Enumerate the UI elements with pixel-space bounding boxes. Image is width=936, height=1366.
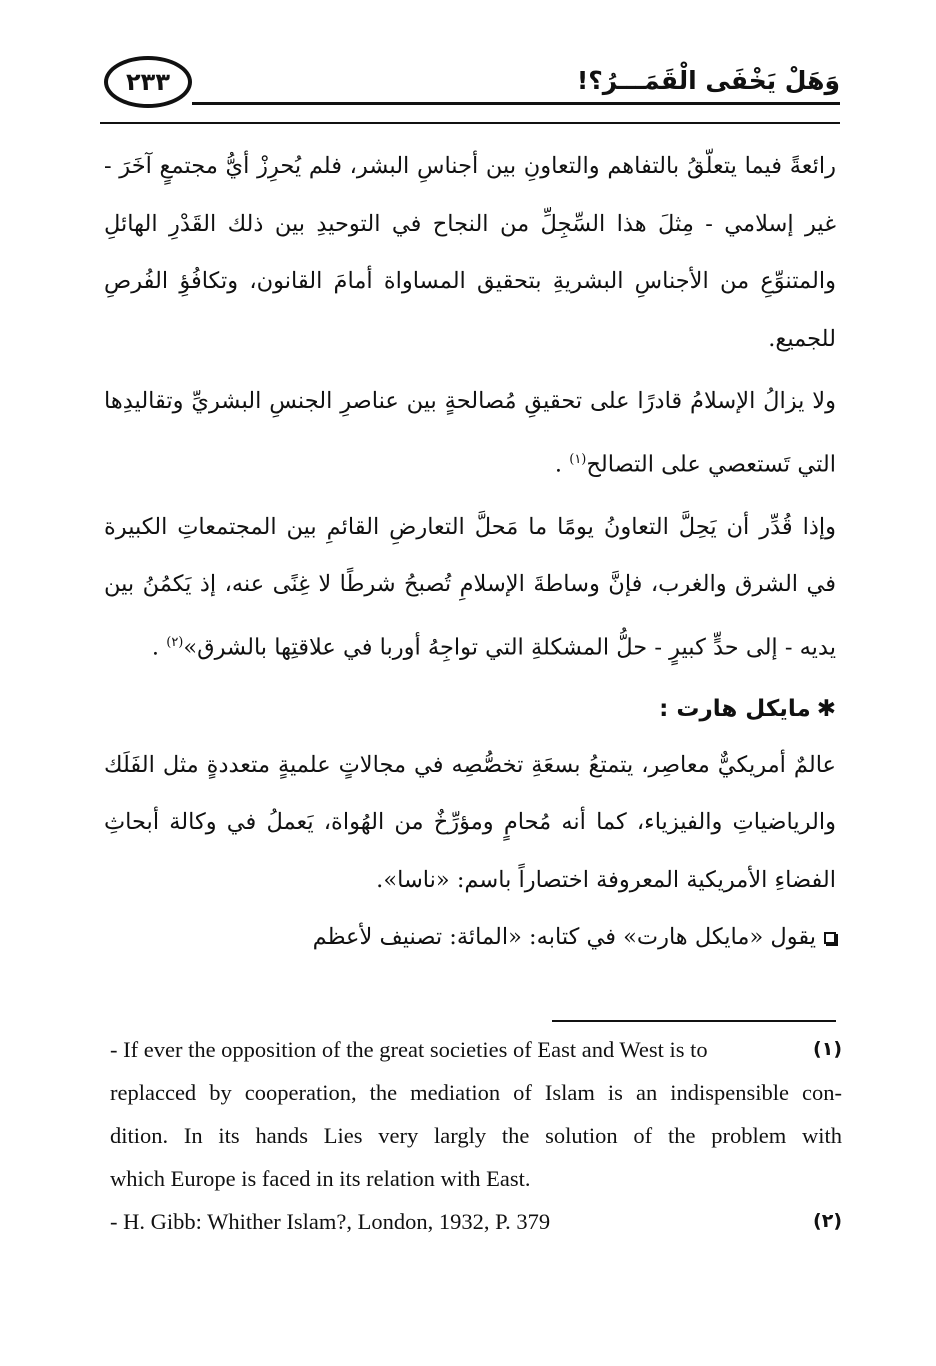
paragraph-3 — [104, 499, 836, 677]
paragraph-2-text: ولا يزالُ الإسلامُ قادرًا على تحقيقِ مُصالحةٍ بين عناصرِ الجنسِ البشريِّ وتقاليدِها التي تَستعصي على التصالح — [104, 388, 836, 477]
header-rule-bottom — [100, 122, 840, 124]
footnotes — [110, 1028, 842, 1243]
paragraph-5 — [104, 909, 836, 967]
footnote-1-line-3: dition. In its hands Lies very largly the solution of the problem with — [110, 1123, 842, 1148]
paragraph-1: رائعةً فيما يتعلّقُ بالتفاهم والتعاونِ بين أجناسِ البشر، فلم يُحرِزْ أيُّ مجتمعٍ آخَرَ - غير إسلامي - مِثلَ هذا السِّجِلِّ من النجاح في التوحيدِ بين ذلك القَدْرِ الهائلِ والمتنوِّعِ من الأجناسِ البشريةِ بتحقيق المساواة أمامَ القانون، وتكافُؤِ الفُرصِ للجميع. — [104, 153, 836, 352]
footnote-ref-1[interactable]: (١) — [569, 451, 587, 467]
section-heading — [104, 681, 836, 737]
footnote-1-line-2: replacced by cooperation, the mediation of Islam is an indispensible con- — [110, 1080, 842, 1105]
paragraph-2 — [104, 373, 836, 494]
page-number-badge: ٢٣٣ — [104, 56, 192, 108]
footnote-1-line-4 — [110, 1157, 842, 1200]
footnote-2-text: - H. Gibb: Whither Islam?, London, 1932, P. 379 — [110, 1209, 551, 1234]
footnote-1 — [110, 1028, 842, 1200]
footnote-2 — [110, 1200, 842, 1243]
footnote-2-line — [110, 1200, 842, 1243]
footnote-2-number: (٢) — [813, 1210, 842, 1232]
footnote-1-text-line-1: - If ever the opposition of the great societies of East and West is to — [110, 1037, 708, 1062]
paragraph-3-end: . — [151, 634, 167, 660]
paragraph-4: عالمٌ أمريكيٌّ معاصِر، يتمتعُ بسعَةِ تخصُّصِه في مجالاتٍ علميةٍ متعددةٍ مثل الفَلَك والرياضياتِ والفيزياء، كما أنه مُحامٍ ومؤرِّخٌ من الهُواة، يَعملُ في وكالة أبحاثِ الفضاءِ الأمريكية المعروفة اختصاراً باسم: «ناسا». — [104, 751, 836, 893]
footnote-1-text-line-4: which Europe is faced in its relation with East. — [110, 1166, 531, 1191]
footnote-1-line-1 — [110, 1028, 842, 1071]
paragraph-3-text: وإذا قُدِّر أن يَحِلَّ التعاونُ يومًا ما مَحلَّ التعارضِ القائمِ بين المجتمعاتِ الكبيرة في الشرق والغرب، فإنَّ وساطةَ الإسلامِ تُصبحُ شرطًا لا غِنًى عنه، إذ يَكمُنُ بين يديه - إلى حدٍّ كبيرٍ - حلُّ المشكلةِ التي تواجِهُ أوربا في علاقتِها بالشرق» — [104, 513, 836, 660]
header-rule-top — [192, 102, 840, 105]
section-heading-text: مايكل هارت : — [659, 695, 811, 722]
square-bullet-icon — [824, 932, 836, 944]
page-header — [100, 52, 840, 126]
paragraph-5-text: يقول «مايكل هارت» في كتابه: «المائة: تصنيف لأعظم — [312, 924, 816, 950]
arabic-body — [104, 138, 836, 967]
footnote-1-number: (١) — [813, 1038, 842, 1060]
paragraph-2-end: . — [554, 451, 570, 477]
running-title: وَهَلْ يَخْفَى الْقَمَـــرُ؟! — [576, 66, 840, 95]
footnote-separator — [552, 1020, 836, 1022]
star-icon: ✱ — [816, 695, 836, 722]
footnote-ref-2[interactable]: (٢) — [166, 634, 184, 650]
